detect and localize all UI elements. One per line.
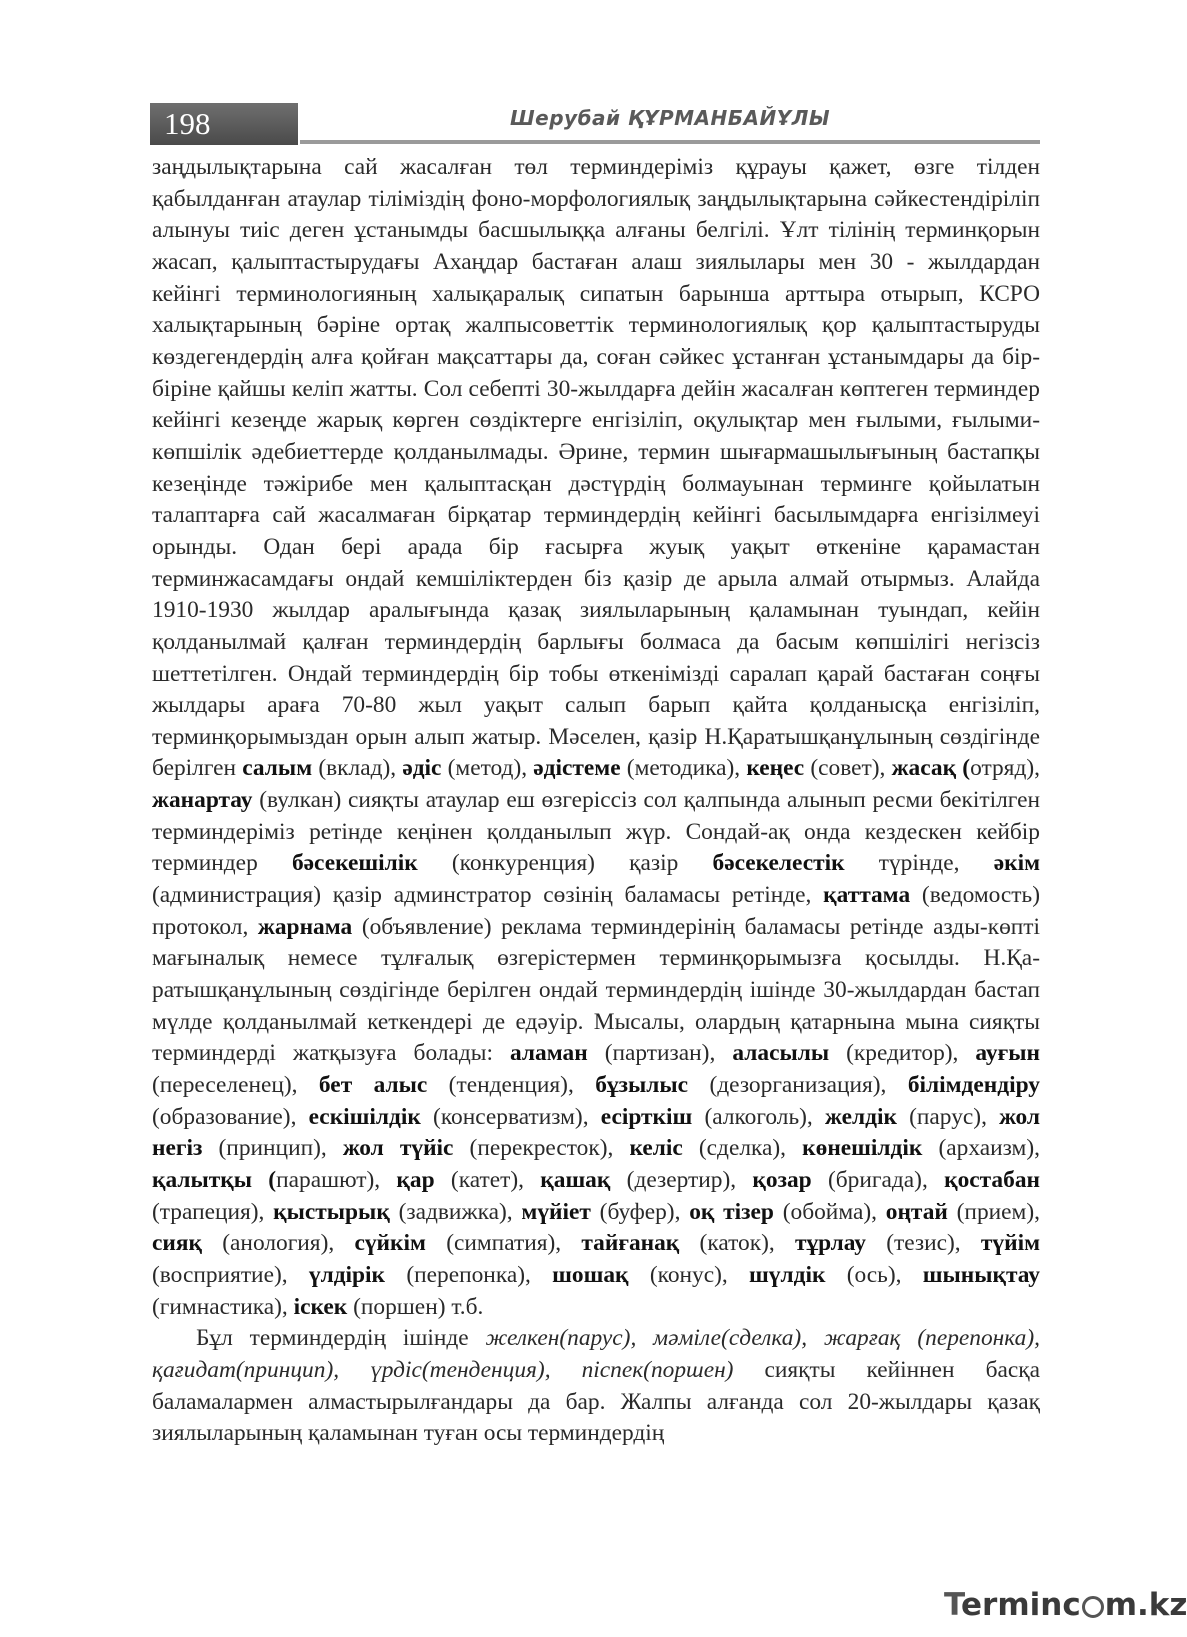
bold-term: әкім <box>993 850 1041 877</box>
bold-term: оңтай <box>885 1198 948 1225</box>
header-rule <box>300 140 1040 144</box>
text-run: (перепонка), <box>385 1261 553 1288</box>
bold-term: жасақ ( <box>891 755 971 782</box>
watermark-text-part2: m.kz <box>1104 1587 1187 1623</box>
bold-term: түйім <box>980 1230 1040 1257</box>
text-run: (тезис), <box>865 1230 981 1257</box>
text-run: (дезертир), <box>610 1167 753 1193</box>
text-run: (переселенец), <box>152 1072 319 1099</box>
bold-term: тұрлау <box>795 1230 866 1257</box>
paragraph-2 <box>152 1323 1040 1450</box>
text-run: (алкоголь), <box>692 1103 825 1130</box>
bold-term: мүйіет <box>521 1198 591 1225</box>
bold-term: үлдірік <box>308 1261 386 1288</box>
text-run: (трапеция), <box>152 1198 274 1225</box>
bold-term: ауғын <box>975 1040 1040 1067</box>
text-run: (вклад), <box>312 755 403 782</box>
bold-term: кеңес <box>746 755 805 782</box>
bold-term: шынықтау <box>922 1261 1040 1288</box>
text-run: (поршен) т.б. <box>347 1293 484 1320</box>
text-run: (кредитор), <box>829 1040 976 1067</box>
italic-terms: желкен(парус), мәміле(сделка), жарғақ (перепонка), қағидат(принцип), үрдіс(тенденция), піспек(поршен) <box>152 1325 1040 1383</box>
text-run: (принцип), <box>202 1135 343 1162</box>
text-run: түрінде, <box>844 850 994 877</box>
bold-term: қозар <box>752 1167 812 1193</box>
text-run: (катет), <box>434 1167 541 1193</box>
text-run: (дезорганизация), <box>688 1072 908 1099</box>
bold-term: тайғанақ <box>581 1230 680 1257</box>
bold-term: іскек <box>293 1293 348 1320</box>
bold-term: шүлдік <box>749 1261 826 1288</box>
bold-term: салым <box>242 755 313 782</box>
bold-term: бет алыс <box>318 1072 428 1099</box>
text-run: (методика), <box>620 755 747 782</box>
text-run: (метод), <box>441 755 534 782</box>
bold-term: келіс <box>629 1135 683 1162</box>
text-run: (партизан), <box>587 1040 733 1067</box>
text-run: (обойма), <box>773 1198 886 1225</box>
text-run: (анология), <box>202 1230 355 1257</box>
text-run: сияқты кейіннен басқа баламалармен алмастырылғандары да бар. Жалпы алғанда сол 20-жылдары қазақ зиялыларының қаламынан туған осы терминдердің <box>152 1356 1040 1447</box>
text-run: (задвижка), <box>389 1198 522 1225</box>
bold-term: бұзылыс <box>595 1072 689 1099</box>
bold-term: оқ тізер <box>689 1198 774 1225</box>
text-run: (ось), <box>825 1261 923 1288</box>
text-run: парашют), <box>276 1167 397 1193</box>
bold-term: қостабан <box>944 1167 1040 1193</box>
text-run: (гимнастика), <box>152 1293 294 1320</box>
body-text <box>152 152 1040 1450</box>
text-run: (парус), <box>896 1103 1000 1130</box>
text-run: (сделка), <box>682 1135 803 1162</box>
paragraph-1 <box>152 152 1040 1323</box>
bold-term: шошақ <box>552 1261 629 1288</box>
text-run: (каток), <box>679 1230 795 1257</box>
bold-term: есірткіш <box>600 1103 693 1130</box>
text-run: отряд), <box>970 755 1040 782</box>
bold-term: қашақ <box>540 1167 611 1193</box>
bold-term: әдістеме <box>533 755 621 782</box>
text-run: (конкуренция) қазір <box>417 850 713 877</box>
bold-term: бәсекелестік <box>712 850 845 877</box>
text-run: (образование), <box>152 1103 309 1130</box>
text-run: (администрация) қазір админстратор сөзінің баламасы ретінде, <box>152 882 824 909</box>
text-run: (объявление) реклама терминдерінің баламасы ретінде азды-көпті мағыналық немесе тұлғалық өзгерістермен терминқорымызға қосылды. Н.Қаратышқанұлының сөздігінде берілген ондай терминдердің ішінде 30-жылдардан бастап мүлде қолданылмай кеткендері де едәуір. Мысалы, олардың қатарнына мына сияқты терминдерді жатқызуға болады: <box>152 913 1041 1067</box>
bold-term: аласылы <box>732 1040 830 1067</box>
bold-term: әдіс <box>402 755 442 782</box>
text-run: заңдылықтарына сай жасалған төл терминдеріміз құрауы қажет, өзге тілден қабылданған атаулар тіліміздің фоно-морфологиялық заңдылықтарына сәйкестендіріліп алынуы тиіс деген ұстанымды басшылыққа алғаны белгілі. Ұлт тілінің терминқорын жасап, қалыптастырудағы Ахаңдар бастаған алаш зиялылары мен 30 - жылдардан кейінгі терминологияның халықаралық сипатын барынша арттыра отырып, КСРО халықтарының бәріне ортақ жалпысоветтік терминологиялық қор қалыптастыруды көздегендердің алға қойған мақсаттары да, соған сәйкес ұстанған ұстанымдары да бір-біріне қайшы келіп жатты. Сол себепті 30-жылдарға дейін жасалған көптеген терминдер кейінгі кезеңде жарық көрген сөздіктерге енгізіліп, оқулықтар мен ғылыми, ғылыми-көпшілік әдебиеттерде қолданылмады. Әрине, термин шығармашылығының бастапқы кезеңінде тәжірибе мен қалыптасқан дәстүрдің болмауынан терминге қойылатын талаптарға сай жасалмаған бірқатар терминдердің кейінгі басылымдарға енгізілмеуі орынды. Одан бері арада бір ғасырға жуық уақыт өткеніне қарамастан терминжасамдағы ондай кемшіліктерден біз қазір де арыла алмай отырмыз. Алайда 1910-1930 жылдар аралығында қазақ зиялыларының қаламынан туындап, кейін қолданылмай қалған терминдердің барлығы болмаса да басым көпшілігі негізсіз шеттетілген. Ондай терминдердің бір тобы өткенімізді саралап қарай бастаған соңғы жылдары араға 70-80 жыл уақыт салып барып қайта қолданысқа енгізіліп, терминқорымыздан орын алып жатыр. Мәселен, қазір Н.Қаратышқанұлының сөздігінде берілген <box>152 154 1040 782</box>
text-run: Бұл терминдердің ішінде <box>196 1325 486 1352</box>
text-run: (вулкан) сияқты атаулар еш өзгеріссіз сол қалпында алынып ресми бекітілген терминдеріміз ретінде кеңінен қолданылып жүр. Сондай-ақ онда кездескен кейбір терминдер <box>152 787 1040 877</box>
text-run: (тенденция), <box>427 1072 596 1099</box>
bold-term: көнешілдік <box>802 1135 923 1162</box>
page-number: 198 <box>150 103 298 145</box>
watermark-logo <box>944 1583 1187 1627</box>
text-run: (конус), <box>628 1261 750 1288</box>
bold-term: бәсекешілік <box>291 850 418 877</box>
text-run: (прием), <box>947 1198 1040 1225</box>
text-run: (восприятие), <box>152 1261 309 1288</box>
bold-term: қаттама <box>823 882 911 909</box>
bold-term: жол түйіс <box>342 1135 454 1162</box>
text-run: (буфер), <box>590 1198 690 1225</box>
bold-term: жанартау <box>152 787 253 814</box>
ring-icon <box>1082 1596 1104 1618</box>
bold-term: қалытқы ( <box>152 1167 277 1193</box>
bold-term: сияқ <box>152 1230 202 1257</box>
text-run: (симпатия), <box>425 1230 582 1257</box>
bold-term: ескішілдік <box>308 1103 421 1130</box>
watermark-text-part1: erminc <box>961 1587 1081 1623</box>
text-run: (ведомость) протокол, <box>152 882 1040 940</box>
bold-term: қыстырық <box>273 1198 390 1225</box>
running-title: Шерубай ҚҰРМАНБАЙҰЛЫ <box>509 106 831 130</box>
text-run: (консерватизм), <box>420 1103 601 1130</box>
bold-term: қар <box>396 1167 435 1193</box>
bold-term: білімдендіру <box>907 1072 1040 1099</box>
text-run: (бригада), <box>811 1167 945 1193</box>
bold-term: аламан <box>510 1040 588 1067</box>
text-run: (архаизм), <box>922 1135 1040 1162</box>
watermark-initial: T <box>944 1587 962 1623</box>
text-run: (совет), <box>804 755 892 782</box>
bold-term: жол негіз <box>152 1103 1041 1162</box>
text-run: (перекресток), <box>453 1135 630 1162</box>
bold-term: жарнама <box>257 913 353 940</box>
bold-term: сүйкім <box>354 1230 426 1257</box>
bold-term: желдік <box>824 1103 897 1130</box>
